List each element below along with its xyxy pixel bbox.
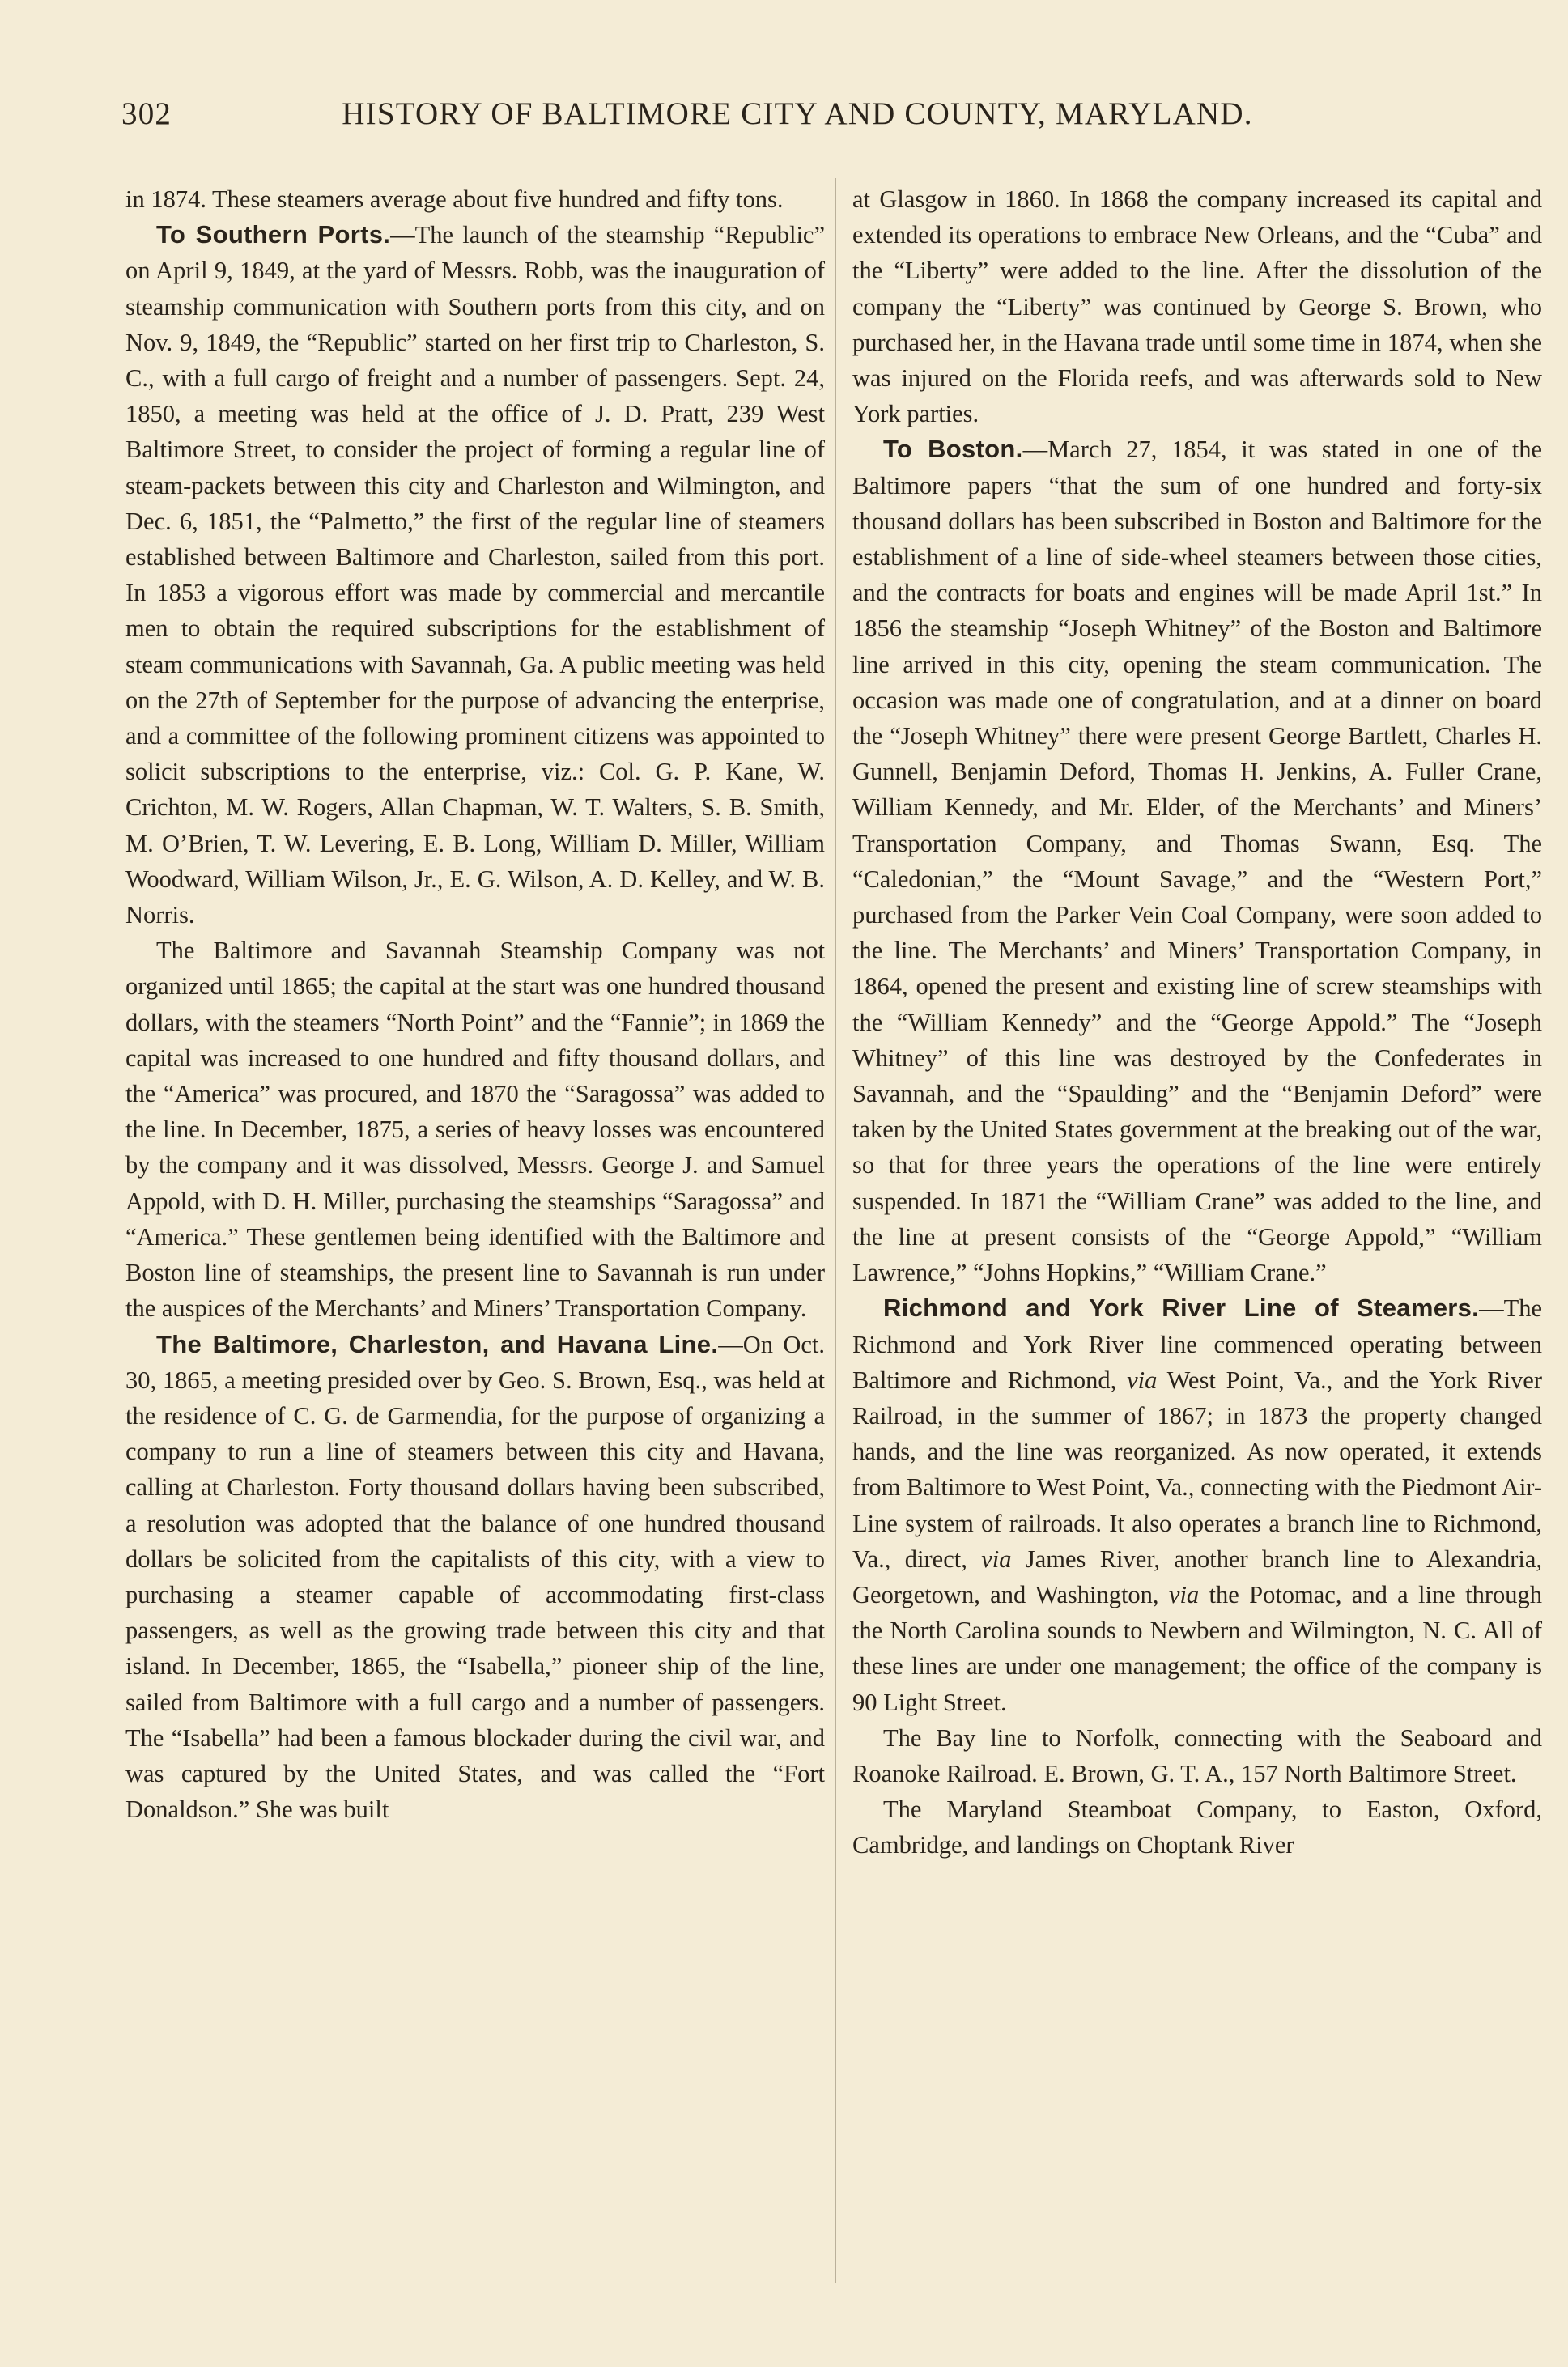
right-column (852, 181, 1542, 1863)
paragraph-text: at Glasgow in 1860. In 1868 the company increased its capital and extended its operations to embrace New Orleans, and the “Cuba” and the “Liberty” were added to the line. After the dissolution of the company the “Liberty” was continued by George S. Brown, who purchased her, in the Havana trade until some time in 1874, when she was injured on the Florida reefs, and was afterwards sold to New York parties. (852, 185, 1542, 428)
paragraph-text: The Bay line to Norfolk, connecting with the Seaboard and Roanoke Railroad. E. Brown, G. T. A., 157 North Baltimore Street. (852, 1723, 1542, 1787)
paragraph-text: in 1874. These steamers average about five hundred and fifty tons. (125, 185, 784, 213)
paragraph-text: —March 27, 1854, it was stated in one of the Baltimore papers “that the sum of one hundred and forty-six thousand dollars has been subscribed in Boston and Baltimore for the establishment of a line of side-wheel steamers between those cities, and the contracts for boats and engines will be made April 1st.” In 1856 the steamship “Joseph Whitney” of the Boston and Baltimore line arrived in this city, opening the steam communication. The occasion was made one of congratulation, and at a dinner on board the “Joseph Whitney” there were present George Bartlett, Charles H. Gunnell, Benjamin Deford, Thomas H. Jenkins, A. Fuller Crane, William Kennedy, and Mr. Elder, of the Merchants’ and Miners’ Transportation Company, and Thomas Swann, Esq. The “Caledonian,” the “Mount Savage,” and the “Western Port,” purchased from the Parker Vein Coal Company, were soon added to the line. The Merchants’ and Miners’ Transportation Company, in 1864, opened the present and existing line of screw steamships with the “William Kennedy” and the “George Appold.” The “Joseph Whitney” of this line was destroyed by the Confederates in Savannah, and the “Spaulding” and the “Benjamin Deford” were taken by the United States government at the breaking out of the war, so that for three years the operations of the line were entirely suspended. In 1871 the “William Crane” was added to the line, and the line at present consists of the “George Appold,” “William Lawrence,” “Johns Hopkins,” “William Crane.” (852, 436, 1542, 1287)
section-heading: To Boston. (883, 435, 1023, 464)
paragraph-text: James River, another branch line to Alexandria, Georgetown, and Washington, (852, 1545, 1542, 1608)
paragraph-text: West Point, Va., and the York River Railroad, in the summer of 1867; in 1873 the property changed hands, and the line was reorganized. As now operated, it extends from Baltimore to West Point, Va., connecting with the Piedmont Air-Line system of railroads. It also operates a branch line to Richmond, Va., direct, (852, 1366, 1542, 1573)
paragraph-text: —The launch of the steamship “Republic” on April 9, 1849, at the yard of Messrs. Robb, was the inauguration of steamship communication with Southern ports from this city, and on Nov. 9, 1849, the “Republic” started on her first trip to Charleston, S. C., with a full cargo of freight and a number of passengers. Sept. 24, 1850, a meeting was held at the office of J. D. Pratt, 239 West Baltimore Street, to consider the project of forming a regular line of steam-packets between this city and Charleston and Wilmington, and Dec. 6, 1851, the “Palmetto,” the first of the regular line of steamers established between Baltimore and Charleston, sailed from this port. In 1853 a vigorous effort was made by commercial and mercantile men to obtain the required subscriptions for the establishment of steam communications with Savannah, Ga. A public meeting was held on the 27th of September for the purpose of advancing the enterprise, and a committee of the following prominent citizens was appointed to solicit subscriptions to the enterprise, viz.: Col. G. P. Kane, W. Crichton, M. W. Rogers, Allan Chapman, W. T. Walters, S. B. Smith, M. O’Brien, T. W. Levering, E. B. Long, William D. Miller, William Woodward, William Wilson, Jr., E. G. Wilson, A. D. Kelley, and W. B. Norris. (125, 221, 826, 929)
column-divider (835, 178, 836, 2283)
paragraph-text: —On Oct. 30, 1865, a meeting presided over by Geo. S. Brown, Esq., was held at the residence of C. G. de Garmendia, for the purpose of organizing a company to run a line of steamers between this city and Havana, calling at Charleston. Forty thousand dollars having been subscribed, a resolution was adopted that the balance of one hundred thousand dollars be solicited from the capitalists of this city, with a view to purchasing a steamer capable of accommodating first-class passengers, as well as the growing trade between this city and that island. In December, 1865, the “Isabella,” pioneer ship of the line, sailed from Baltimore with a full cargo and a number of passengers. The “Isabella” had been a famous blockader during the civil war, and was captured by the United States, and was called the “Fort Donaldson.” She was built (125, 1330, 825, 1824)
paragraph (125, 217, 825, 933)
paragraph-text: The Maryland Steamboat Company, to Easton, Oxford, Cambridge, and landings on Choptank River (852, 1795, 1542, 1859)
paragraph (852, 1290, 1542, 1719)
paragraph-text: the Potomac, and a line through the North Carolina sounds to Newbern and Wilmington, N. C. All of these lines are under one management; the office of the company is 90 Light Street. (852, 1580, 1542, 1716)
paragraph (852, 1791, 1542, 1863)
section-heading: Richmond and York River Line of Steamers. (883, 1294, 1480, 1323)
paragraph (852, 431, 1542, 1290)
running-head: HISTORY OF BALTIMORE CITY AND COUNTY, MARYLAND. (342, 96, 1253, 131)
italic-via: via (1127, 1366, 1158, 1394)
page-number: 302 (121, 96, 172, 131)
paragraph-text: —The Richmond and York River line commenced operating between Baltimore and Richmond, (852, 1294, 1542, 1394)
section-heading: The Baltimore, Charleston, and Havana Line. (156, 1329, 719, 1358)
italic-via: via (981, 1545, 1012, 1573)
italic-via: via (1168, 1580, 1200, 1608)
page-header (121, 96, 1433, 132)
paragraph-text: The Baltimore and Savannah Steamship Company was not organized until 1865; the capital at the start was one hundred thousand dollars, with the steamers “North Point” and the “Fannie”; in 1869 the capital was increased to one hundred and fifty thousand dollars, and the “America” was procured, and 1870 the “Saragossa” was added to the line. In December, 1875, a series of heavy losses was encountered by the company and it was dissolved, Messrs. George J. and Samuel Appold, with D. H. Miller, purchasing the steamships “Saragossa” and “America.” These gentlemen being identified with the Baltimore and Boston line of steamships, the present line to Savannah is run under the auspices of the Merchants’ and Miners’ Transportation Company. (125, 937, 825, 1323)
paragraph (852, 1720, 1542, 1791)
paragraph (125, 1327, 825, 1828)
left-column (125, 181, 825, 1827)
section-heading: To Southern Ports. (156, 220, 391, 249)
paragraph (125, 933, 825, 1326)
paragraph (125, 181, 825, 217)
paragraph (852, 181, 1542, 431)
